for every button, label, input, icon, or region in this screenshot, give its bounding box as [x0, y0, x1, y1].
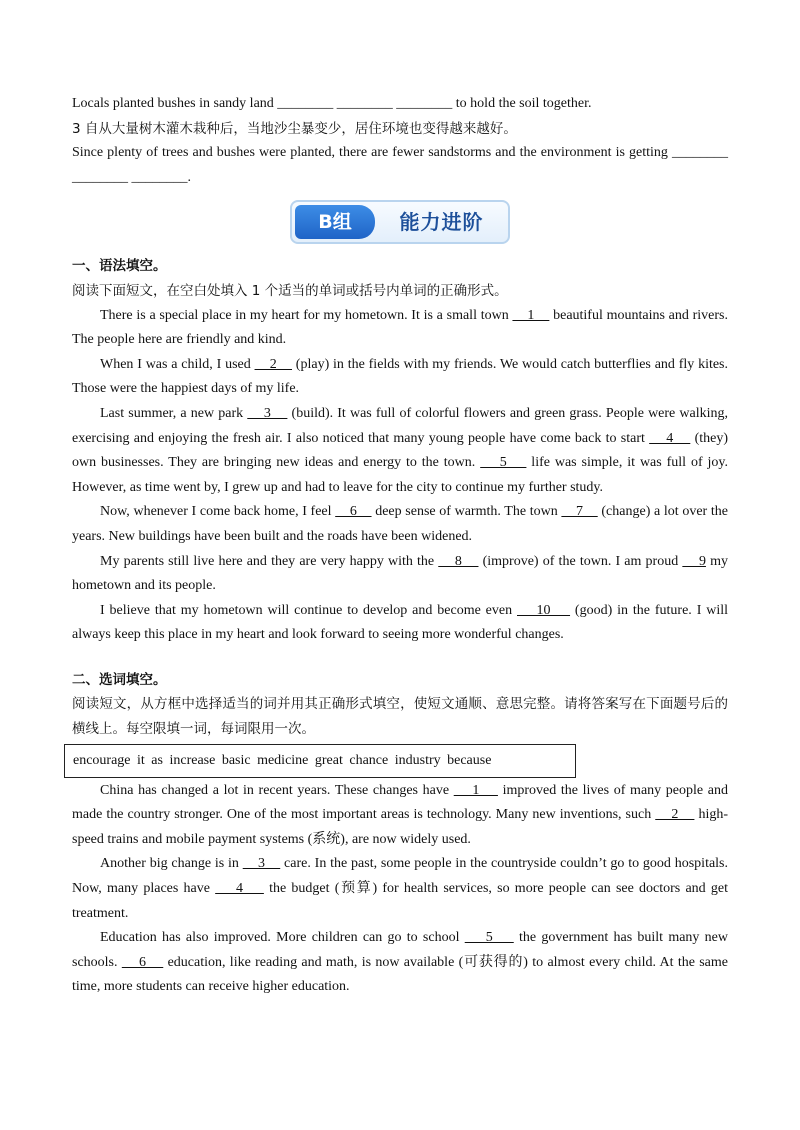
passage-text: improved the lives of many people and made the country stronger. One of the most important areas is technology. Many new inventions, such [72, 782, 728, 823]
passage-paragraph [72, 353, 728, 402]
item-3-english [72, 141, 728, 190]
numbered-blank: 9 [682, 553, 706, 569]
section-badge [290, 200, 510, 244]
passage-text: education, like reading and math, is now available (可获得的) to almost every child. At the same time, more students can receive higher education. [72, 954, 728, 995]
passage-text: When I was a child, I used [100, 356, 255, 372]
passage-text: Education has also improved. More children can go to school [100, 930, 465, 946]
passage-text: (they) own businesses. They are bringing new ideas and energy to the town. [72, 430, 729, 471]
top-line-1 [72, 92, 728, 117]
answer-blanks: ________ ________ ________ [72, 145, 728, 185]
spacer [72, 648, 728, 668]
passage-text: Last summer, a new park [100, 405, 248, 421]
text: to hold the soil together. [452, 96, 592, 111]
passage-text: (build). It was full of colorful flowers and green grass. People were walking, exercising and enjoying the fresh air. I also noticed that many young people have come back to start [72, 405, 729, 446]
numbered-blank: 2 [254, 356, 292, 372]
section-badge-container [72, 200, 728, 244]
passage-text: (play) in the fields with my friends. We would catch butterflies and fly kites. Those were the happiest days of my life. [72, 356, 729, 397]
passage-text: high-speed trains and mobile payment systems (系统), are now widely used. [72, 807, 728, 847]
passage-text: the budget (预算) for health services, so more people can see doctors and get treatment. [72, 881, 728, 921]
passage-text: There is a special place in my heart for my hometown. It is a small town [100, 307, 513, 323]
passage-paragraph [72, 926, 728, 1000]
passage-paragraph [72, 402, 728, 500]
passage-paragraph [72, 852, 728, 926]
passage-paragraph [72, 304, 728, 353]
section-2-instruction: 阅读短文，从方框中选择适当的词并用其正确形式填空，使短文通顺、意思完整。请将答案写在下面题号后的横线上。每空限填一词，每词限用一次。 [72, 696, 728, 738]
passage-text: (change) a lot over the years. New buildings have been built and the roads have been widened. [72, 504, 728, 544]
numbered-blank: 1 [453, 782, 498, 798]
passage-text: (good) in the future. I will always keep this place in my heart and look forward to seeing more wonderful changes. [72, 602, 729, 643]
passage-text: life was simple, it was full of joy. However, as time went by, I grew up and had to leave for the city to continue my further study. [72, 455, 728, 495]
passage-text: the government has built many new schools. [72, 930, 728, 970]
numbered-blank: 6 [335, 504, 372, 520]
passage-paragraph [72, 500, 728, 549]
passage-text: China has changed a lot in recent years. These changes have [100, 782, 454, 798]
worksheet-page [72, 92, 728, 1000]
passage-text: My parents still live here and they are very happy with the [100, 553, 439, 569]
section-1-passage [72, 304, 728, 648]
numbered-blank: 5 [464, 930, 514, 946]
item-3-chinese: 3 自从大量树木灌木栽种后，当地沙尘暴变少，居住环境也变得越来越好。 [72, 120, 517, 137]
section-1-title: 一、语法填空。 [72, 258, 167, 275]
numbered-blank: 6 [121, 954, 164, 970]
numbered-blank: 10 [517, 602, 571, 618]
section-2-passage [72, 779, 728, 1000]
numbered-blank: 4 [649, 430, 691, 446]
text: . [187, 169, 191, 185]
passage-text: I believe that my hometown will continue to develop and become even [100, 602, 517, 618]
numbered-blank: 8 [438, 553, 479, 569]
passage-text: Now, whenever I come back home, I feel [100, 504, 336, 520]
passage-text: (improve) of the town. I am proud [478, 553, 683, 569]
numbered-blank: 2 [655, 807, 695, 823]
numbered-blank: 7 [561, 504, 598, 520]
section-1-instruction: 阅读下面短文，在空白处填入 1 个适当的单词或括号内单词的正确形式。 [72, 282, 508, 299]
word-bank-box: encourage it as increase basic medicine great chance industry because [64, 744, 576, 778]
passage-paragraph [72, 599, 728, 648]
passage-text: deep sense of warmth. The town [371, 504, 562, 520]
answer-blanks: ________ ________ ________ [277, 96, 453, 111]
passage-text: Another big change is in [100, 856, 243, 872]
passage-paragraph [72, 550, 728, 599]
numbered-blank: 3 [242, 856, 281, 872]
numbered-blank: 1 [512, 307, 550, 323]
badge-group-label: B组 [295, 205, 375, 239]
text: Locals planted bushes in sandy land [72, 96, 278, 111]
passage-paragraph [72, 779, 728, 853]
passage-text: care. In the past, some people in the countryside couldn’t go to good hospitals. Now, many places have [72, 856, 729, 897]
section-2-title: 二、选词填空。 [72, 671, 167, 688]
passage-text: beautiful mountains and rivers. The people here are friendly and kind. [72, 307, 728, 348]
badge-title: 能力进阶 [399, 210, 484, 235]
numbered-blank: 3 [247, 405, 288, 421]
passage-text: my hometown and its people. [72, 553, 728, 594]
numbered-blank: 4 [215, 881, 264, 897]
text: Since plenty of trees and bushes were planted, there are fewer sandstorms and the environment is getting [72, 145, 672, 161]
numbered-blank: 5 [480, 455, 527, 471]
